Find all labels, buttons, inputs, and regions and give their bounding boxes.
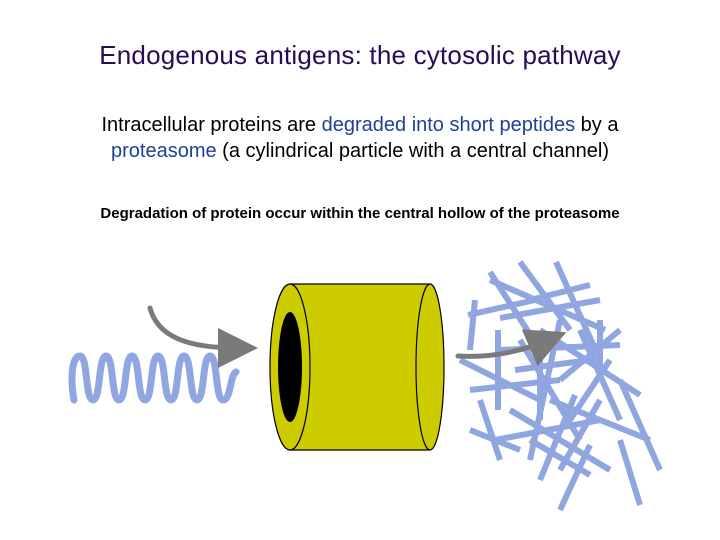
peptide-fragments-icon: [460, 262, 660, 510]
description-part1: Intracellular proteins are: [101, 114, 322, 136]
slide-title: Endogenous antigens: the cytosolic pathway: [99, 40, 621, 70]
description-part2: by a: [575, 114, 619, 136]
proteasome-icon: [270, 284, 444, 450]
unfolded-protein-icon: [72, 356, 236, 400]
slide-caption: Degradation of protein occur within the central hollow of the proteasome: [100, 205, 620, 222]
proteasome-channel: [278, 312, 302, 422]
entry-arrow-icon: [150, 308, 238, 348]
description-highlight-proteasome: proteasome: [110, 140, 217, 162]
description-part3: (a cylindrical particle with a central channel): [216, 140, 610, 162]
description-highlight-degraded: degraded into short peptides: [321, 114, 576, 136]
